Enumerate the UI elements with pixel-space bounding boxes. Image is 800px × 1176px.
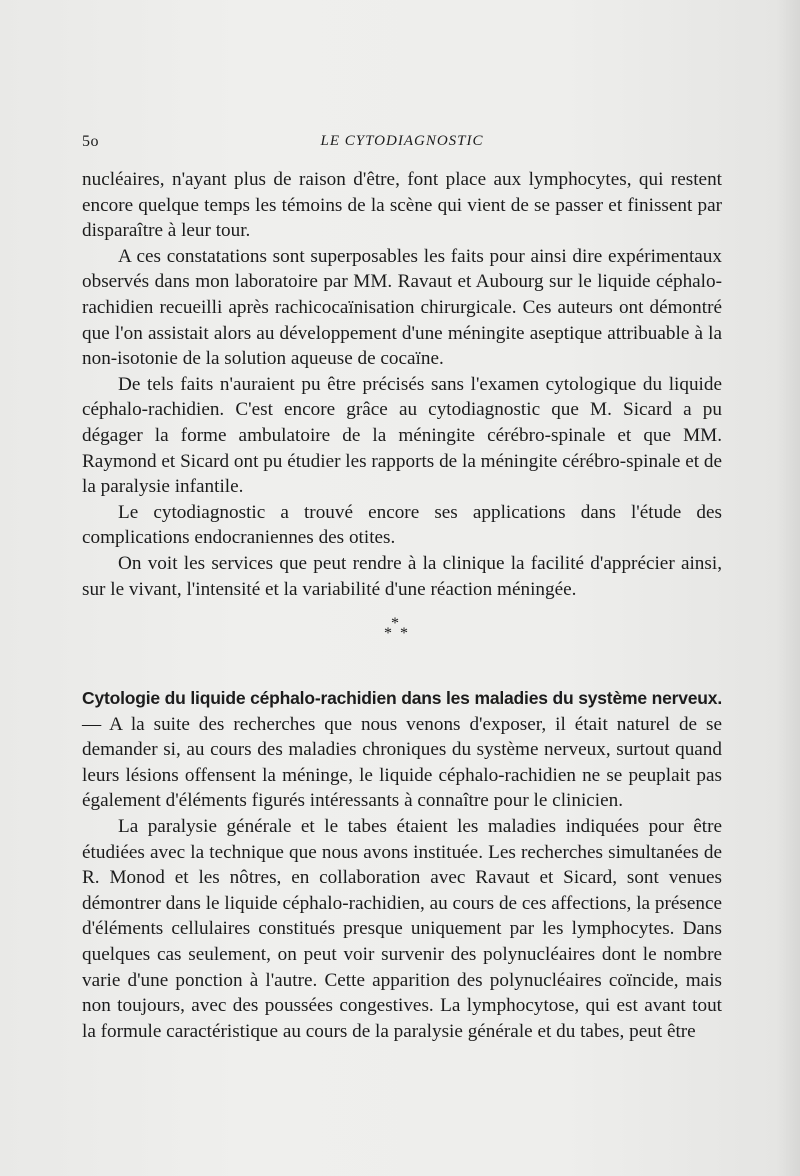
section-systeme-nerveux <box>82 686 722 1044</box>
page-number: 5o <box>82 133 99 150</box>
running-title: LE CYTODIAGNOSTIC <box>320 133 484 149</box>
paragraph-sicard: De tels faits n'auraient pu être précisés sans l'examen cytologique du liquide céphalo-rachidien. C'est encore grâce au cytodiagnostic que M. Sicard a pu dégager la forme ambulatoire de la méningite cérébro-spinale et que MM. Raymond et Sicard ont pu étudier les rapports de la méningite cérébro-spinale et de la paralysie infantile. <box>82 373 722 498</box>
paragraph-clinique: On voit les services que peut rendre à la clinique la facilité d'apprécier ainsi, sur le vivant, l'intensité et la variabilité d'une réaction méningée. <box>82 552 722 600</box>
paragraph-otites: Le cytodiagnostic a trouvé encore ses applications dans l'étude des complications endocraniennes des otites. <box>82 501 722 549</box>
paragraph-continued: nucléaires, n'ayant plus de raison d'être, font place aux lymphocytes, qui restent encore quelque temps les témoins de la scène qui vient de se passer et finissent par disparaître à leur tour. <box>82 169 722 242</box>
paragraph-ravaut-aubourg: A ces constatations sont superposables les faits pour ainsi dire expérimentaux observés dans mon laboratoire par MM. Ravaut et Aubourg sur le liquide céphalo-rachidien recueilli après rachicocaïnisation chirurgicale. Ces auteurs ont démontré que l'on assistait alors au développement d'une méningite aseptique attribuable à la non-isotonie de la solution aqueuse de cocaïne. <box>82 245 722 370</box>
asterism <box>82 616 722 674</box>
section-lead-text: — A la suite des recherches que nous venons d'exposer, il était naturel de se demander si, au cours des maladies chroniques du système nerveux, surtout quand leurs lésions offensent la méninge, le liquide céphalo-rachidien ne se peuplait pas également d'éléments figurés intéressants à connaître pour le clinicien. <box>82 713 722 812</box>
section-lead-paragraph <box>82 686 722 814</box>
body-text <box>82 167 722 1044</box>
running-head <box>82 133 722 155</box>
asterism-star-left: * <box>384 625 392 643</box>
page-edge-shadow <box>776 0 800 1176</box>
asterism-star-right: * <box>400 625 408 643</box>
section-heading: Cytologie du liquide céphalo-rachidien dans les maladies du système nerveux. <box>82 688 722 709</box>
paragraph-paralysie-generale: La paralysie générale et le tabes étaient les maladies indiquées pour être étudiées avec la technique que nous avons instituée. Les recherches simultanées de R. Monod et les nôtres, en collaboration avec Ravaut et Sicard, sont venues démontrer dans le liquide céphalo-rachidien, au cours de ces affections, la présence d'éléments cellulaires constitués presque uniquement par les lymphocytes. Dans quelques cas seulement, on peut voir survenir des polynucléaires dont le nombre varie d'une ponction à l'autre. Cette apparition des polynucléaires coïncide, mais non toujours, avec des poussées congestives. La lymphocytose, qui est avant tout la formule caractéristique au cours de la paralysie générale et du tabes, peut être <box>82 816 722 1042</box>
asterism-star-top: * <box>391 615 399 633</box>
